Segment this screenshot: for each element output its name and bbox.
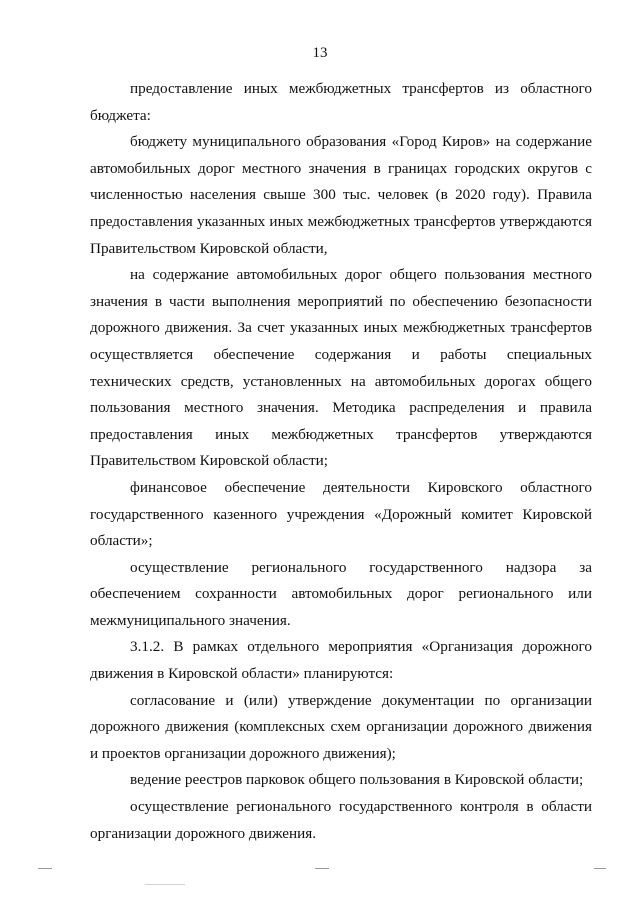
paragraph-9: осуществление регионального государственного контроля в области организации дорожного движения. [90, 798, 592, 842]
paragraph-7: согласование и (или) утверждение документации по организации дорожного движения (комплексных схем организации дорожного движения и проектов организации дорожного движения); [90, 691, 592, 762]
page-number: 13 [312, 45, 328, 61]
scan-speck [145, 884, 185, 885]
scan-speck [38, 868, 52, 869]
scan-speck [315, 868, 329, 869]
paragraph-6: 3.1.2. В рамках отдельного мероприятия «Организация дорожного движения в Кировской области» планируются: [90, 638, 592, 683]
paragraph-4: финансовое обеспечение деятельности Кировского областного государственного казенного учреждения «Дорожный комитет Кировской области»; [90, 478, 592, 550]
document-body [90, 76, 592, 847]
paragraph-3: на содержание автомобильных дорог общего пользования местного значения в части выполнения мероприятий по обеспечению безопасности дорожного движения. За счет указанных иных межбюджетных трансфертов осуществляется обеспечение содержания и работы специальных технических средств, установленных на автомобильных дорогах общего пользования местного значения. Методика распределения и правила предоставления иных межбюджетных трансфертов утверждаются Правительством Кировской области; [90, 266, 592, 470]
scan-speck [594, 868, 606, 869]
paragraph-2: бюджету муниципального образования «Город Киров» на содержание автомобильных дорог местного значения в границах городских округов с численностью населения свыше 300 тыс. человек (в 2020 году). Правила предоставления указанных иных межбюджетных трансфертов утверждаются Правительством Кировской области, [90, 133, 592, 257]
paragraph-1: предоставление иных межбюджетных трансфертов из областного бюджета: [90, 80, 592, 124]
paragraph-8: ведение реестров парковок общего пользования в Кировской области; [130, 771, 584, 789]
paragraph-5: осуществление регионального государственного надзора за обеспечением сохранности автомобильных дорог регионального или межмуниципального значения. [90, 558, 592, 629]
